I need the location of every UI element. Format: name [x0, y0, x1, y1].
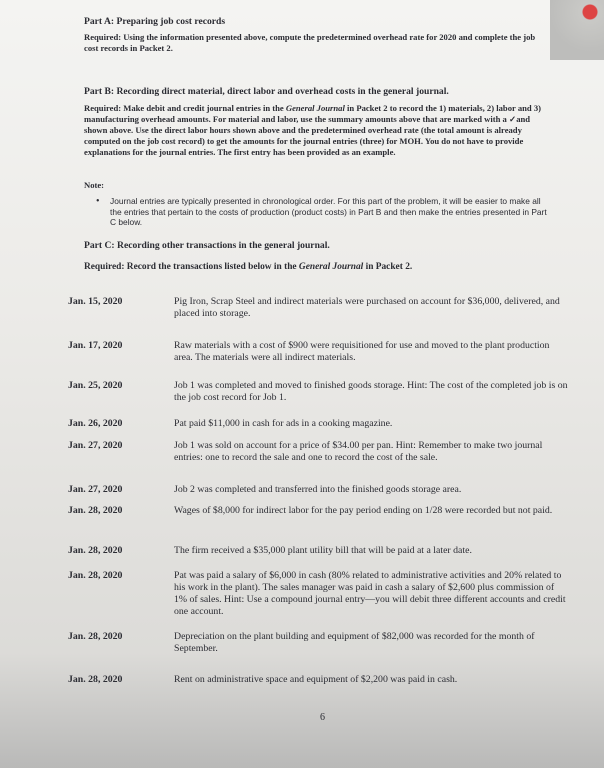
- transaction-date: Jan. 28, 2020: [68, 674, 123, 685]
- part-b-required-text: Required: Make debit and credit journal entries in the: [84, 103, 286, 113]
- transaction-text: Raw materials with a cost of $900 were requisitioned for use and moved to the plant production area. The materials were all indirect materials.: [174, 340, 550, 363]
- transaction-text: Job 1 was completed and moved to finished goods storage. Hint: The cost of the completed job is on the job cost record for Job 1.: [174, 380, 568, 403]
- transaction-date: Jan. 28, 2020: [68, 631, 123, 642]
- part-b-journal-name: General Journal: [285, 103, 345, 113]
- transaction-date: Jan. 27, 2020: [68, 440, 123, 451]
- transaction-text: Wages of $8,000 for indirect labor for the pay period ending on 1/28 were recorded but not paid.: [174, 505, 553, 516]
- transaction-date: Jan. 25, 2020: [68, 380, 123, 391]
- transaction-text: Job 2 was completed and transferred into the finished goods storage area.: [174, 484, 462, 495]
- transaction-date: Jan. 15, 2020: [68, 296, 123, 307]
- transaction-date: Jan. 28, 2020: [68, 545, 123, 556]
- part-a-required: Required: Using the information presented above, compute the predetermined overhead rate for 2020 and complete the job cost records in Packet 2.: [84, 32, 536, 53]
- transaction-text: Rent on administrative space and equipment of $2,200 was paid in cash.: [174, 674, 458, 685]
- transaction-text: Pat was paid a salary of $6,000 in cash (80% related to administrative activities and 20% related to his work in the plant). The sales manager was paid in cash a salary of $2,600 plus commission of 1% of sales. Hint: Use a compound journal entry—you will debit three different accounts and credit one account.: [174, 570, 566, 617]
- transaction-text: Job 1 was sold on account for a price of $34.00 per pan. Hint: Remember to make two journal entries: one to record the sale and one to record the cost of the sale.: [174, 440, 543, 463]
- part-c-required: [84, 262, 544, 273]
- transaction-date: Jan. 26, 2020: [68, 418, 123, 429]
- part-c-required-text-2: in Packet 2.: [363, 262, 413, 272]
- part-c-journal-name: General Journal: [298, 262, 364, 272]
- part-c-title: Part C: Recording other transactions in the general journal.: [84, 240, 330, 251]
- transaction-date: Jan. 27, 2020: [68, 484, 123, 495]
- transaction-date: Jan. 28, 2020: [68, 505, 123, 516]
- transaction-text: Pig Iron, Scrap Steel and indirect materials were purchased on account for $36,000, delivered, and placed into storage.: [174, 296, 560, 319]
- transaction-text: Depreciation on the plant building and equipment of $82,000 was recorded for the month of September.: [174, 631, 535, 654]
- part-a-title: Part A: Preparing job cost records: [84, 16, 226, 27]
- transaction-date: Jan. 28, 2020: [68, 570, 123, 581]
- note-text: Journal entries are typically presented in chronological order. For this part of the problem, it will be easier to make all the entries that pertain to the costs of production (product costs) in Part B and then make the entries presented in Part C below.: [110, 196, 547, 227]
- part-b-title: Part B: Recording direct material, direct labor and overhead costs in the general journal.: [84, 86, 449, 97]
- part-c-required-text: Required: Record the transactions listed below in the: [84, 262, 299, 272]
- page-number: 6: [320, 712, 325, 723]
- transaction-text: Pat paid $11,000 in cash for ads in a cooking magazine.: [174, 418, 393, 429]
- transaction-text: The firm received a $35,000 plant utility bill that will be paid at a later date.: [174, 545, 472, 556]
- part-b-required: [84, 103, 552, 158]
- note-label: Note:: [84, 180, 105, 190]
- transaction-date: Jan. 17, 2020: [68, 340, 123, 351]
- note-bullet: •: [96, 196, 100, 207]
- part-b-required-text-2: in Packet 2 to record the 1) materials, 2) labor and 3) manufacturing overhead amounts. For material and labor, use the summary amounts above that are marked with a ✓and shown above. Use the direct labor hours shown above and the predetermined overhead rate (the total amount is already computed on the job cost record) to get the amounts for the journal entries (three) for MOH. You do not have to provide explanations for the journal entries. The first entry has been provided as an example.: [84, 103, 541, 157]
- background-object: [550, 0, 604, 60]
